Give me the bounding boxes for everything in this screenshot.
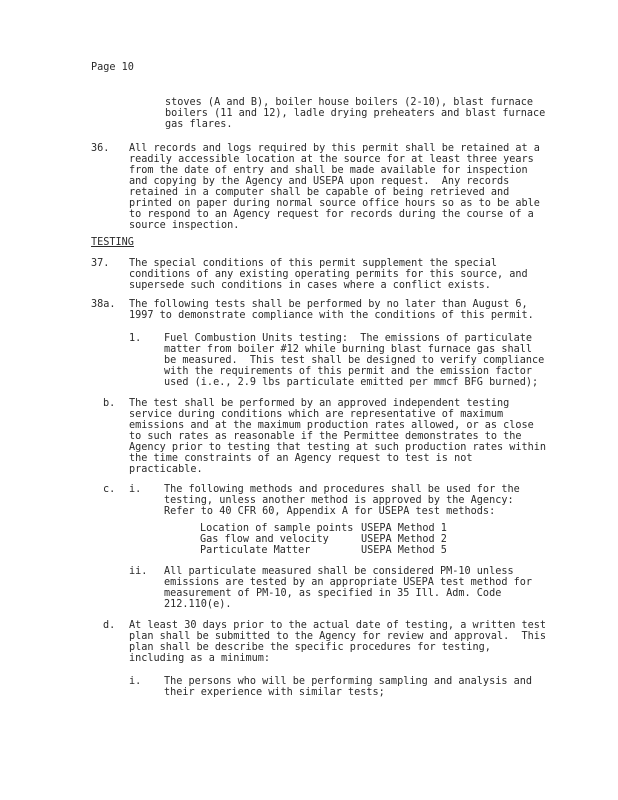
body-line: and copying by the Agency and USEPA upon request. Any records	[129, 176, 510, 187]
method-ref: USEPA Method 5	[361, 545, 447, 556]
body-line: The following tests shall be performed by no later than August 6,	[129, 299, 528, 310]
body-line: The following methods and procedures shall be used for the	[164, 484, 520, 495]
body-line: retained in a computer shall be capable of being retrieved and	[129, 187, 510, 198]
body-line: All records and logs required by this permit shall be retained at a	[129, 143, 540, 154]
body-line: matter from boiler #12 while burning blast furnace gas shall	[164, 344, 533, 355]
body-line: At least 30 days prior to the actual date of testing, a written test	[129, 620, 547, 631]
body-line: 1997 to demonstrate compliance with the conditions of this permit.	[129, 310, 534, 321]
body-line: measurement of PM-10, as specified in 35 Ill. Adm. Code	[164, 588, 502, 599]
body-line: with the requirements of this permit and the emission factor	[164, 366, 533, 377]
body-line: used (i.e., 2.9 lbs particulate emitted per mmcf BFG burned);	[164, 377, 539, 388]
item-number: ii.	[129, 566, 148, 577]
paragraph-number: b.	[103, 398, 116, 409]
page-number: Page 10	[91, 62, 134, 73]
method-name: Location of sample points	[200, 523, 354, 534]
item-number: i.	[129, 676, 142, 687]
body-line: from the date of entry and shall be made available for inspection	[129, 165, 528, 176]
body-line: readily accessible location at the source for at least three years	[129, 154, 534, 165]
paragraph-number: d.	[103, 620, 116, 631]
body-line: to such rates as reasonable if the Permittee demonstrates to the	[129, 431, 522, 442]
body-line: gas flares.	[165, 119, 233, 130]
body-line: stoves (A and B), boiler house boilers (2-10), blast furnace	[165, 97, 534, 108]
body-line: emissions and at the maximum production rates allowed, or as close	[129, 420, 534, 431]
body-line: testing, unless another method is approved by the Agency:	[164, 495, 514, 506]
body-line: 212.110(e).	[164, 599, 232, 610]
method-name: Gas flow and velocity	[200, 534, 329, 545]
body-line: All particulate measured shall be considered PM-10 unless	[164, 566, 514, 577]
paragraph-number: 37.	[91, 258, 110, 269]
body-line: service during conditions which are representative of maximum	[129, 409, 504, 420]
body-line: practicable.	[129, 464, 203, 475]
body-line: The persons who will be performing sampling and analysis and	[164, 676, 533, 687]
body-line: plan shall be describe the specific procedures for testing,	[129, 642, 491, 653]
body-line: conditions of any existing operating permits for this source, and	[129, 269, 528, 280]
body-line: to respond to an Agency request for records during the course of a	[129, 209, 534, 220]
body-line: their experience with similar tests;	[164, 687, 385, 698]
body-line: supersede such conditions in cases where a conflict exists.	[129, 280, 491, 291]
paragraph-number: 36.	[91, 143, 110, 154]
paragraph-number: c.	[103, 484, 116, 495]
body-line: boilers (11 and 12), ladle drying preheaters and blast furnace	[165, 108, 546, 119]
body-line: be measured. This test shall be designed to verify compliance	[164, 355, 545, 366]
item-number: 1.	[129, 333, 142, 344]
item-number: i.	[129, 484, 142, 495]
method-ref: USEPA Method 1	[361, 523, 447, 534]
method-ref: USEPA Method 2	[361, 534, 447, 545]
section-heading: TESTING	[91, 237, 134, 248]
body-line: Agency prior to testing that testing at such production rates within	[129, 442, 547, 453]
paragraph-number: 38a.	[91, 299, 116, 310]
body-line: Fuel Combustion Units testing: The emissions of particulate	[164, 333, 533, 344]
body-line: plan shall be submitted to the Agency for review and approval. This	[129, 631, 547, 642]
body-line: including as a minimum:	[129, 653, 271, 664]
body-line: source inspection.	[129, 220, 240, 231]
body-line: The special conditions of this permit supplement the special	[129, 258, 498, 269]
body-line: The test shall be performed by an approved independent testing	[129, 398, 510, 409]
body-line: printed on paper during normal source office hours so as to be able	[129, 198, 540, 209]
body-line: emissions are tested by an appropriate USEPA test method for	[164, 577, 533, 588]
body-line: Refer to 40 CFR 60, Appendix A for USEPA test methods:	[164, 506, 496, 517]
method-name: Particulate Matter	[200, 545, 311, 556]
body-line: the time constraints of an Agency request to test is not	[129, 453, 473, 464]
